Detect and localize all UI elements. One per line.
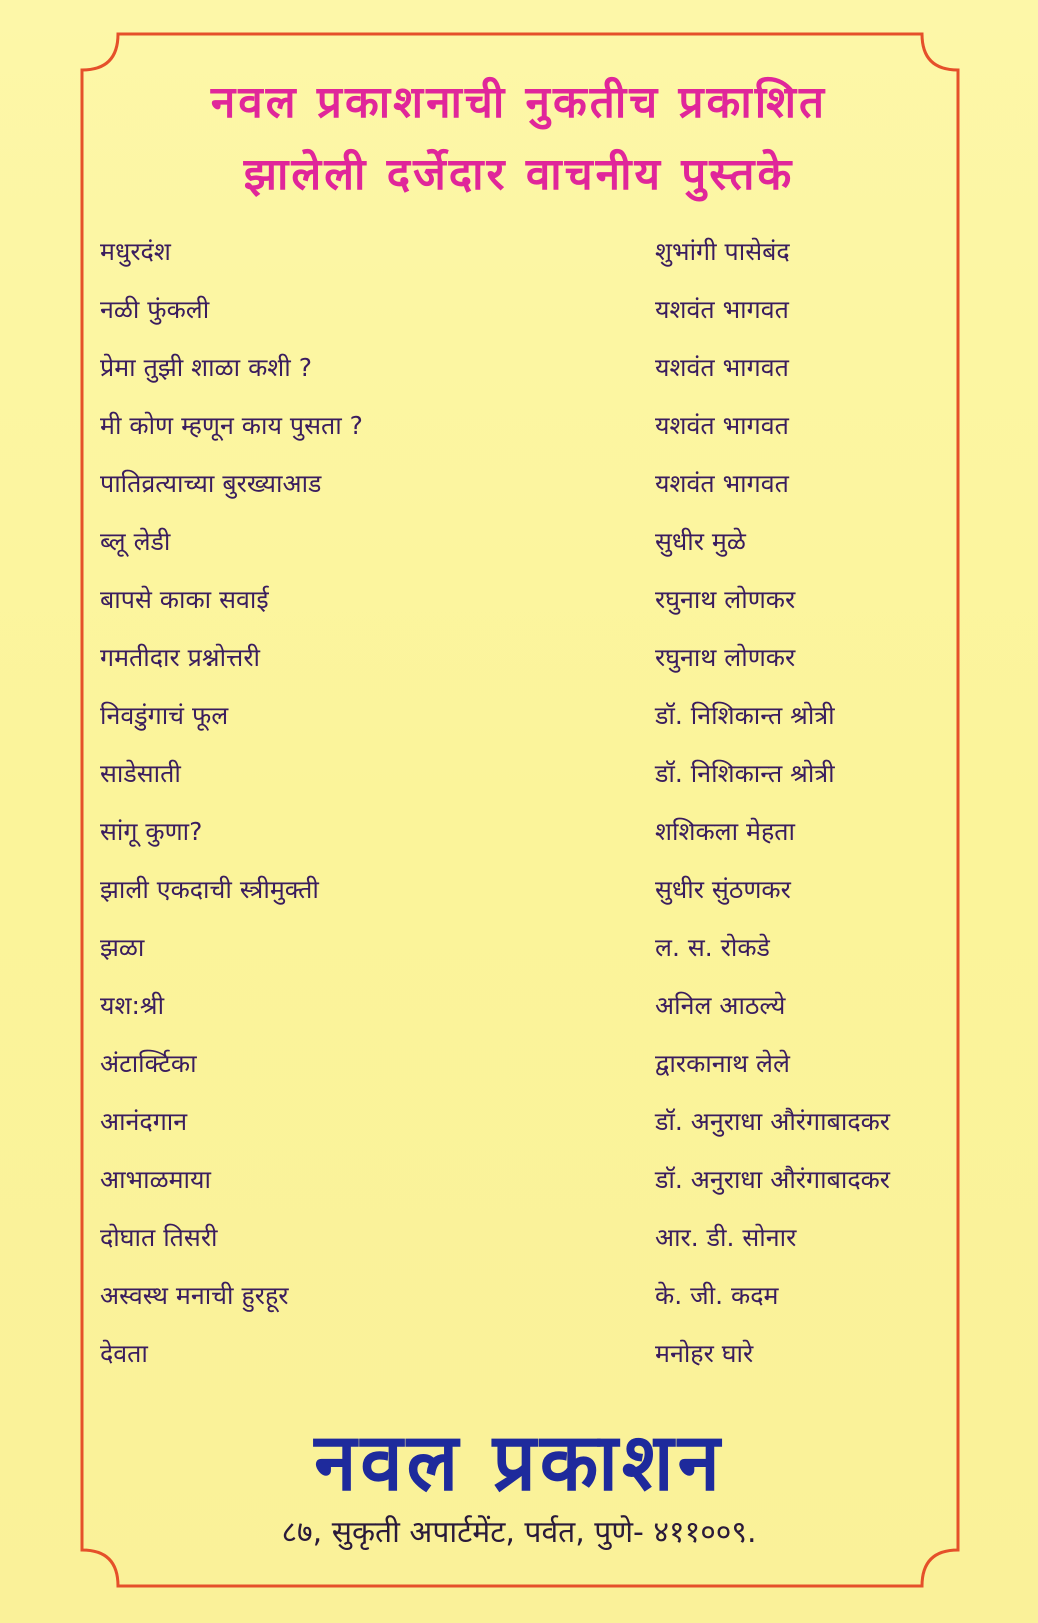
book-row — [0, 1160, 1038, 1200]
publisher-name: नवल प्रकाशन — [314, 1414, 724, 1509]
book-title: पातिव्रत्याच्या बुरख्याआड — [100, 469, 322, 498]
book-author: ल. स. रोकडे — [655, 933, 770, 962]
book-author: डॉ. निशिकान्त श्रोत्री — [655, 759, 835, 788]
book-title: मी कोण म्हणून काय पुसता ? — [100, 411, 363, 440]
book-author: रघुनाथ लोणकर — [655, 643, 796, 672]
book-row — [0, 812, 1038, 852]
book-title: झाली एकदाची स्त्रीमुक्ती — [100, 875, 319, 904]
book-row — [0, 580, 1038, 620]
publisher-address: ८७, सुकृती अपार्टमेंट, पर्वत, पुणे- ४११००९. — [281, 1515, 757, 1550]
book-row — [0, 1044, 1038, 1084]
book-title: बापसे काका सवाई — [100, 585, 269, 614]
book-author: डॉ. निशिकान्त श्रोत्री — [655, 701, 835, 730]
book-row — [0, 406, 1038, 446]
book-row — [0, 522, 1038, 562]
book-row — [0, 754, 1038, 794]
book-author: यशवंत भागवत — [655, 411, 789, 440]
book-title: अस्वस्थ मनाची हुरहूर — [100, 1281, 289, 1310]
book-author: यशवंत भागवत — [655, 295, 789, 324]
book-title: साडेसाती — [100, 759, 181, 788]
book-author: डॉ. अनुराधा औरंगाबादकर — [655, 1107, 891, 1136]
book-row — [0, 638, 1038, 678]
book-row — [0, 1102, 1038, 1142]
book-row — [0, 1276, 1038, 1316]
book-author: यशवंत भागवत — [655, 469, 789, 498]
book-title: मधुरदंश — [100, 237, 171, 266]
book-author: शुभांगी पासेबंद — [655, 237, 790, 266]
book-title: आनंदगान — [100, 1107, 188, 1136]
book-title: प्रेमा तुझी शाळा कशी ? — [100, 353, 312, 382]
page-title-line-1: नवल प्रकाशनाची नुकतीच प्रकाशित — [210, 77, 828, 128]
book-title: ब्लू लेडी — [100, 527, 171, 556]
book-row — [0, 1334, 1038, 1374]
book-title: गमतीदार प्रश्नोत्तरी — [100, 643, 261, 672]
book-author: डॉ. अनुराधा औरंगाबादकर — [655, 1165, 891, 1194]
book-author: मनोहर घारे — [655, 1339, 754, 1368]
book-row — [0, 232, 1038, 272]
book-author: आर. डी. सोनार — [655, 1223, 797, 1252]
book-row — [0, 290, 1038, 330]
book-author: सुधीर सुंठणकर — [655, 875, 791, 904]
book-title: आभाळमाया — [100, 1165, 212, 1194]
book-title: सांगू कुणा? — [100, 817, 203, 846]
book-row — [0, 696, 1038, 736]
book-title: निवडुंगाचं फूल — [100, 701, 229, 730]
book-author: द्वारकानाथ लेले — [655, 1049, 790, 1078]
book-row — [0, 928, 1038, 968]
book-author: के. जी. कदम — [655, 1281, 779, 1310]
book-author: रघुनाथ लोणकर — [655, 585, 796, 614]
book-row — [0, 1218, 1038, 1258]
book-row — [0, 986, 1038, 1026]
page-title-line-2: झालेली दर्जेदार वाचनीय पुस्तके — [243, 149, 795, 200]
book-row — [0, 348, 1038, 388]
book-author: सुधीर मुळे — [655, 527, 746, 556]
book-author: शशिकला मेहता — [655, 817, 795, 846]
book-row — [0, 464, 1038, 504]
book-title: देवता — [100, 1339, 148, 1368]
book-title: यश:श्री — [100, 991, 165, 1020]
book-row — [0, 870, 1038, 910]
book-title: झळा — [100, 933, 145, 962]
book-title: अंटार्क्टिका — [100, 1049, 197, 1078]
book-title: नळी फुंकली — [100, 295, 210, 324]
book-title: दोघात तिसरी — [100, 1223, 218, 1252]
book-author: यशवंत भागवत — [655, 353, 789, 382]
book-author: अनिल आठल्ये — [655, 991, 786, 1020]
